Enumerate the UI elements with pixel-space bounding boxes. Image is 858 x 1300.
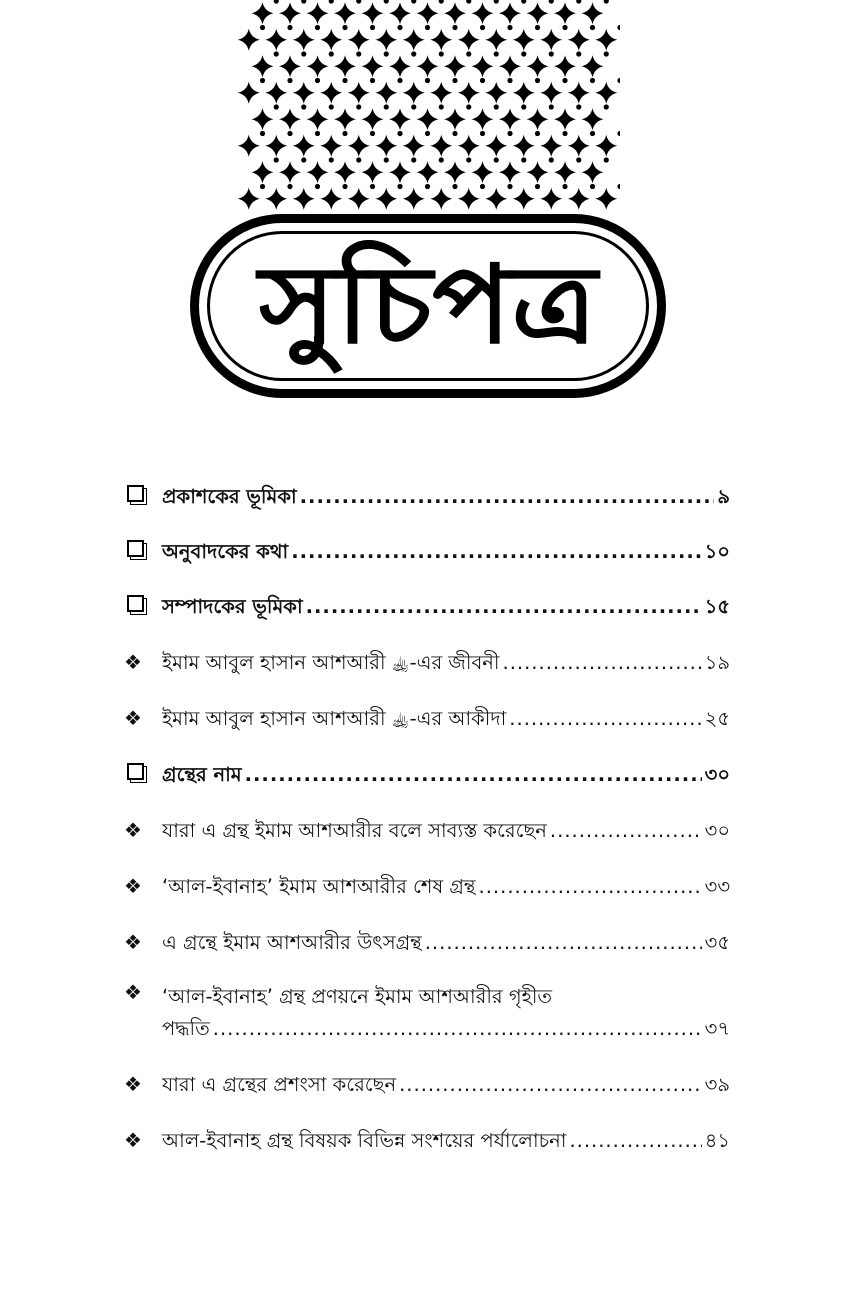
pattern-dot xyxy=(535,184,540,189)
pattern-star xyxy=(527,108,549,130)
pattern-dot xyxy=(425,25,430,30)
toc-entry-label: ইমাম আবুল হাসান আশআরী ﵀-এর জীবনী xyxy=(162,651,500,674)
pattern-dot xyxy=(590,131,595,136)
pattern-dot xyxy=(576,104,581,109)
pattern-star xyxy=(252,161,274,183)
pattern-star xyxy=(320,29,342,51)
toc-page-number: ৩০ xyxy=(704,763,730,786)
diamond-bullet-icon: ❖ xyxy=(124,980,142,1004)
toc-page-number: ৯ xyxy=(717,485,730,508)
pattern-dot xyxy=(260,25,265,30)
pattern-star xyxy=(485,82,507,104)
checkbox-bullet-icon xyxy=(124,593,162,613)
pattern-star xyxy=(334,108,356,130)
toc-entry[interactable] xyxy=(124,816,730,846)
pattern-dot xyxy=(439,157,444,162)
pattern-star xyxy=(265,82,287,104)
dot-leader xyxy=(479,872,702,902)
pattern-star xyxy=(279,55,301,77)
dot-leader xyxy=(291,537,701,567)
pattern-dot xyxy=(604,157,609,162)
pattern-star xyxy=(238,82,260,104)
pattern-dot xyxy=(494,0,499,4)
pattern-dot xyxy=(439,51,444,56)
pattern-dot xyxy=(384,51,389,56)
pattern-dot xyxy=(315,184,320,189)
toc-entry-label: ইমাম আবুল হাসান আশআরী ﵀-এর আকীদা xyxy=(162,707,507,730)
pattern-dot xyxy=(535,131,540,136)
pattern-dot xyxy=(370,131,375,136)
pattern-star xyxy=(458,29,480,51)
pattern-dot xyxy=(452,25,457,30)
pattern-dot xyxy=(425,131,430,136)
pattern-star xyxy=(320,188,342,210)
pattern-star xyxy=(458,82,480,104)
pattern-star xyxy=(417,161,439,183)
pattern-dot xyxy=(452,131,457,136)
pattern-dot xyxy=(549,51,554,56)
pattern-dot xyxy=(260,78,265,83)
toc-entry-label: যারা এ গ্রন্থের প্রশংসা করেছেন xyxy=(162,1073,397,1096)
toc-entry-label-continuation: পদ্ধতি xyxy=(162,1017,210,1040)
pattern-dot xyxy=(301,51,306,56)
toc-page-number: ৩৯ xyxy=(704,1073,730,1096)
pattern-star xyxy=(334,161,356,183)
toc-entry[interactable] xyxy=(124,1126,730,1156)
pattern-dot xyxy=(466,157,471,162)
diamond-bullet-icon: ❖ xyxy=(124,1128,142,1152)
pattern-star xyxy=(595,29,617,51)
pattern-star xyxy=(348,135,370,157)
pattern-star xyxy=(293,82,315,104)
pattern-star xyxy=(540,135,562,157)
pattern-star xyxy=(540,188,562,210)
pattern-dot xyxy=(384,104,389,109)
pattern-star xyxy=(334,2,356,24)
pattern-star xyxy=(307,108,329,130)
pattern-star xyxy=(389,108,411,130)
toc-entry-label: গ্রন্থের নাম xyxy=(162,763,242,786)
pattern-star xyxy=(430,29,452,51)
pattern-star xyxy=(375,29,397,51)
dot-leader xyxy=(245,760,702,790)
pattern-star xyxy=(472,108,494,130)
toc-entry-continuation[interactable] xyxy=(162,1014,730,1044)
diamond-bullet-icon: ❖ xyxy=(124,1072,142,1096)
toc-page-number: ৩৩ xyxy=(704,875,730,898)
pattern-dot xyxy=(494,104,499,109)
pattern-dot xyxy=(411,157,416,162)
pattern-star xyxy=(417,55,439,77)
pattern-star xyxy=(513,188,535,210)
dot-leader xyxy=(306,592,702,622)
pattern-star xyxy=(389,2,411,24)
pattern-star xyxy=(458,135,480,157)
pattern-star xyxy=(362,108,384,130)
pattern-star xyxy=(252,108,274,130)
pattern-star xyxy=(582,108,604,130)
dot-leader xyxy=(550,816,702,846)
pattern-dot xyxy=(549,157,554,162)
diamond-bullet-icon: ❖ xyxy=(124,818,142,842)
pattern-dot xyxy=(274,104,279,109)
pattern-dot xyxy=(301,0,306,4)
pattern-dot xyxy=(494,157,499,162)
pattern-dot xyxy=(494,51,499,56)
toc-entry-label: যারা এ গ্রন্থ ইমাম আশআরীর বলে সাব্যস্ত করেছেন xyxy=(162,819,547,842)
pattern-star xyxy=(595,82,617,104)
pattern-star xyxy=(472,161,494,183)
pattern-star xyxy=(348,29,370,51)
pattern-dot xyxy=(397,25,402,30)
pattern-star xyxy=(293,188,315,210)
dot-leader xyxy=(503,648,702,678)
pattern-dot xyxy=(617,25,620,30)
pattern-dot xyxy=(439,0,444,4)
pattern-star xyxy=(595,135,617,157)
toc-entry[interactable] xyxy=(124,760,730,790)
pattern-dot xyxy=(507,78,512,83)
pattern-dot xyxy=(315,131,320,136)
pattern-star xyxy=(527,2,549,24)
pattern-dot xyxy=(287,131,292,136)
pattern-dot xyxy=(466,104,471,109)
pattern-star xyxy=(375,82,397,104)
pattern-star xyxy=(582,55,604,77)
pattern-star xyxy=(472,55,494,77)
pattern-star xyxy=(444,108,466,130)
pattern-dot xyxy=(356,0,361,4)
pattern-star xyxy=(307,161,329,183)
pattern-dot xyxy=(507,25,512,30)
pattern-star xyxy=(417,2,439,24)
pattern-dot xyxy=(452,184,457,189)
pattern-star xyxy=(334,55,356,77)
checkbox-bullet-icon xyxy=(124,538,162,558)
pattern-star xyxy=(444,2,466,24)
pattern-dot xyxy=(439,104,444,109)
pattern-star xyxy=(527,55,549,77)
pattern-dot xyxy=(466,51,471,56)
pattern-dot xyxy=(329,0,334,4)
pattern-star xyxy=(320,82,342,104)
toc-page-number: ৩৭ xyxy=(704,1017,730,1040)
pattern-star xyxy=(568,29,590,51)
pattern-dot xyxy=(411,0,416,4)
pattern-dot xyxy=(370,184,375,189)
pattern-dot xyxy=(260,131,265,136)
pattern-star xyxy=(362,2,384,24)
pattern-star xyxy=(265,29,287,51)
pattern-dot xyxy=(397,131,402,136)
pattern-star xyxy=(444,161,466,183)
pattern-star xyxy=(293,135,315,157)
toc-page-number: ৪১ xyxy=(704,1129,730,1152)
pattern-dot xyxy=(315,78,320,83)
pattern-dot xyxy=(617,184,620,189)
pattern-star xyxy=(568,135,590,157)
pattern-star xyxy=(403,135,425,157)
pattern-dot xyxy=(480,78,485,83)
decorative-pattern xyxy=(235,0,620,212)
pattern-dot xyxy=(617,131,620,136)
pattern-star xyxy=(389,161,411,183)
pattern-star xyxy=(293,29,315,51)
pattern-star xyxy=(430,135,452,157)
pattern-star xyxy=(568,82,590,104)
pattern-star xyxy=(417,108,439,130)
pattern-dot xyxy=(480,131,485,136)
pattern-star xyxy=(430,82,452,104)
pattern-star xyxy=(444,55,466,77)
dot-leader xyxy=(300,482,715,512)
pattern-star xyxy=(458,188,480,210)
pattern-dot xyxy=(590,25,595,30)
title-frame xyxy=(190,214,666,398)
toc-entry-label: ‘আল-ইবানাহ’ গ্রন্থ প্রণয়নে ইমাম আশআরীর গৃহীত xyxy=(162,985,553,1008)
pattern-dot xyxy=(301,157,306,162)
pattern-star xyxy=(403,82,425,104)
pattern-star xyxy=(348,188,370,210)
pattern-star xyxy=(513,135,535,157)
pattern-star xyxy=(540,82,562,104)
diamond-bullet-icon: ❖ xyxy=(124,706,142,730)
pattern-dot xyxy=(562,25,567,30)
pattern-dot xyxy=(480,184,485,189)
pattern-dot xyxy=(507,184,512,189)
pattern-dot xyxy=(287,184,292,189)
pattern-dot xyxy=(452,78,457,83)
toc-entry[interactable] xyxy=(124,482,730,512)
pattern-star xyxy=(554,2,576,24)
toc-entry[interactable] xyxy=(124,872,730,902)
pattern-dot xyxy=(370,25,375,30)
toc-page-number: ২৫ xyxy=(704,707,730,730)
checkbox-bullet-icon xyxy=(124,761,162,781)
pattern-star xyxy=(279,2,301,24)
pattern-star xyxy=(279,161,301,183)
page-title: সুচিপত্র xyxy=(258,243,598,368)
diamond-bullet-icon: ❖ xyxy=(124,650,142,674)
diamond-bullet-icon: ❖ xyxy=(124,930,142,954)
pattern-dot xyxy=(274,51,279,56)
pattern-dot xyxy=(411,51,416,56)
toc-entry-label: সম্পাদকের ভূমিকা xyxy=(162,595,303,618)
toc-entry[interactable] xyxy=(124,982,730,1012)
pattern-star xyxy=(238,135,260,157)
pattern-star xyxy=(279,108,301,130)
pattern-dot xyxy=(480,25,485,30)
pattern-star xyxy=(554,55,576,77)
pattern-dot xyxy=(342,131,347,136)
diamond-bullet-icon: ❖ xyxy=(124,874,142,898)
pattern-dot xyxy=(329,157,334,162)
dot-leader xyxy=(425,928,702,958)
pattern-dot xyxy=(549,0,554,4)
pattern-star xyxy=(513,82,535,104)
toc-entry-label: এ গ্রন্থে ইমাম আশআরীর উৎসগ্রন্থ xyxy=(162,931,422,954)
pattern-dot xyxy=(384,157,389,162)
toc-page-number: ১০ xyxy=(704,540,730,563)
pattern-star xyxy=(362,161,384,183)
pattern-dot xyxy=(356,51,361,56)
dot-leader xyxy=(569,1126,701,1156)
toc-page-number: ৩০ xyxy=(704,819,730,842)
pattern-dot xyxy=(356,104,361,109)
toc-page-number: ১৯ xyxy=(704,651,730,674)
pattern-dot xyxy=(397,184,402,189)
pattern-dot xyxy=(384,0,389,4)
pattern-dot xyxy=(425,78,430,83)
pattern-dot xyxy=(590,78,595,83)
pattern-dot xyxy=(274,157,279,162)
pattern-star xyxy=(513,29,535,51)
pattern-star xyxy=(527,161,549,183)
pattern-star xyxy=(540,29,562,51)
toc-entry[interactable] xyxy=(124,928,730,958)
pattern-dot xyxy=(576,0,581,4)
pattern-dot xyxy=(342,184,347,189)
pattern-dot xyxy=(301,104,306,109)
pattern-star xyxy=(307,2,329,24)
pattern-star xyxy=(485,29,507,51)
pattern-star xyxy=(252,55,274,77)
checkbox-bullet-icon xyxy=(124,483,162,503)
toc-entry-label: ‘আল-ইবানাহ’ ইমাম আশআরীর শেষ গ্রন্থ xyxy=(162,875,476,898)
pattern-dot xyxy=(562,184,567,189)
pattern-star xyxy=(403,29,425,51)
pattern-dot xyxy=(287,78,292,83)
toc-entry[interactable] xyxy=(124,592,730,622)
pattern-star xyxy=(595,188,617,210)
pattern-dot xyxy=(260,184,265,189)
pattern-star xyxy=(375,135,397,157)
pattern-star xyxy=(499,55,521,77)
pattern-star xyxy=(568,188,590,210)
pattern-star xyxy=(499,2,521,24)
pattern-dot xyxy=(287,25,292,30)
toc-entry-label: আল-ইবানাহ গ্রন্থ বিষয়ক বিভিন্ন সংশয়ের পর্যালোচনা xyxy=(162,1129,567,1152)
pattern-star xyxy=(252,2,274,24)
toc-entry[interactable] xyxy=(124,537,730,567)
pattern-dot xyxy=(521,51,526,56)
pattern-dot xyxy=(590,184,595,189)
dot-leader xyxy=(509,704,701,734)
toc-entry-label: প্রকাশকের ভূমিকা xyxy=(162,485,297,508)
pattern-star xyxy=(485,135,507,157)
pattern-star xyxy=(554,161,576,183)
toc-entry[interactable] xyxy=(124,704,730,734)
pattern-star xyxy=(403,188,425,210)
pattern-star xyxy=(499,161,521,183)
pattern-dot xyxy=(315,25,320,30)
pattern-dot xyxy=(274,0,279,4)
pattern-dot xyxy=(466,0,471,4)
pattern-star xyxy=(582,161,604,183)
pattern-dot xyxy=(397,78,402,83)
pattern-dot xyxy=(604,0,609,4)
pattern-dot xyxy=(549,104,554,109)
pattern-star xyxy=(348,82,370,104)
pattern-star xyxy=(499,108,521,130)
pattern-dot xyxy=(521,157,526,162)
toc-entry[interactable] xyxy=(124,648,730,678)
pattern-dot xyxy=(576,157,581,162)
pattern-dot xyxy=(604,104,609,109)
pattern-dot xyxy=(329,104,334,109)
pattern-star xyxy=(430,188,452,210)
pattern-dot xyxy=(342,25,347,30)
pattern-star xyxy=(472,2,494,24)
pattern-star xyxy=(307,55,329,77)
pattern-star xyxy=(554,108,576,130)
pattern-dot xyxy=(425,184,430,189)
pattern-star xyxy=(389,55,411,77)
pattern-dot xyxy=(562,131,567,136)
pattern-dot xyxy=(507,131,512,136)
toc-page-number: ১৫ xyxy=(704,595,730,618)
pattern-dot xyxy=(604,51,609,56)
pattern-dot xyxy=(411,104,416,109)
pattern-star xyxy=(362,55,384,77)
pattern-dot xyxy=(521,104,526,109)
pattern-star xyxy=(265,135,287,157)
pattern-dot xyxy=(576,51,581,56)
pattern-dot xyxy=(562,78,567,83)
pattern-star xyxy=(238,188,260,210)
pattern-dot xyxy=(342,78,347,83)
pattern-star xyxy=(375,188,397,210)
pattern-dot xyxy=(535,25,540,30)
pattern-star xyxy=(485,188,507,210)
pattern-star xyxy=(265,188,287,210)
toc-entry-label: অনুবাদকের কথা xyxy=(162,540,289,563)
pattern-dot xyxy=(370,78,375,83)
pattern-dot xyxy=(535,78,540,83)
pattern-dot xyxy=(356,157,361,162)
toc-entry[interactable] xyxy=(124,1070,730,1100)
pattern-dot xyxy=(617,78,620,83)
pattern-star xyxy=(238,29,260,51)
pattern-dot xyxy=(521,0,526,4)
dot-leader xyxy=(399,1070,702,1100)
toc-page-number: ৩৫ xyxy=(704,931,730,954)
dot-leader xyxy=(213,1014,702,1044)
pattern-dot xyxy=(329,51,334,56)
pattern-star xyxy=(320,135,342,157)
pattern-star xyxy=(582,2,604,24)
